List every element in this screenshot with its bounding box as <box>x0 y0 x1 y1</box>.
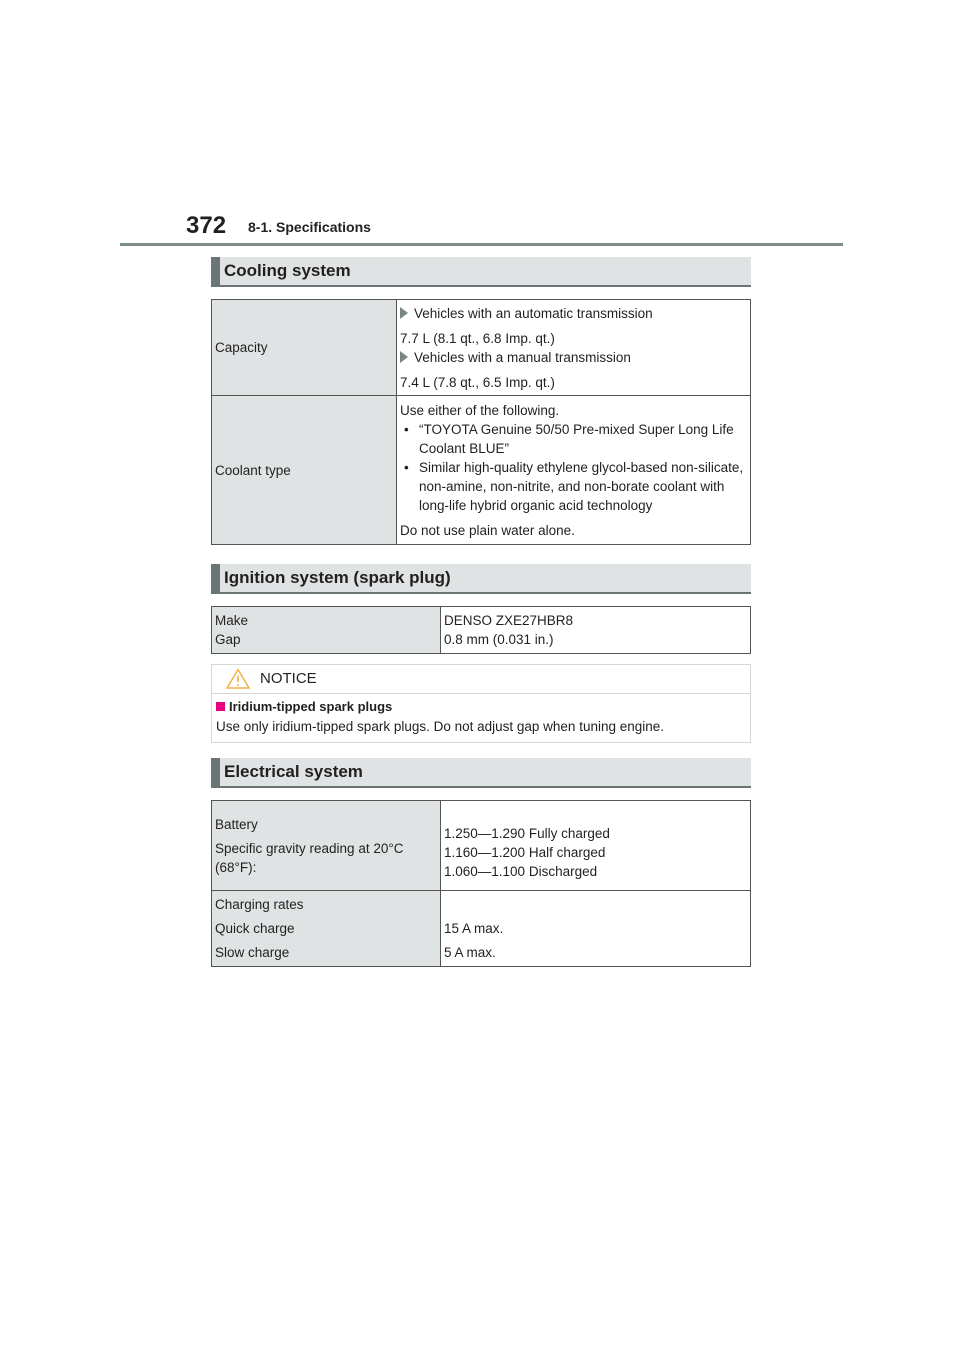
cooling-section-heading <box>211 257 751 287</box>
charging-label: Charging rates <box>215 897 304 912</box>
cooling-section-title: Cooling system <box>224 261 351 280</box>
ignition-section-heading <box>211 564 751 594</box>
list-item: 7.4 L (7.8 qt., 6.5 Imp. qt.) <box>400 374 555 390</box>
notice-header <box>212 665 750 694</box>
ignition-labels <box>212 607 441 654</box>
battery-labels <box>212 801 441 891</box>
coolant-label: Coolant type <box>212 396 397 545</box>
charging-labels <box>212 891 441 967</box>
make-value: DENSO ZXE27HBR8 <box>444 613 574 628</box>
capacity-value <box>397 300 751 396</box>
bullet-icon: • <box>404 459 409 475</box>
triangle-bullet-icon <box>400 307 408 319</box>
notice-box <box>211 664 751 743</box>
battery-values <box>441 801 751 891</box>
table-row <box>212 396 751 545</box>
table-row <box>212 607 751 654</box>
ignition-table <box>211 606 751 654</box>
header-rule <box>120 243 843 246</box>
electrical-table <box>211 800 751 967</box>
charging-values <box>441 891 751 967</box>
coolant-value <box>397 396 751 545</box>
notice-body: Use only iridium-tipped spark plugs. Do not adjust gap when tuning engine. <box>216 719 665 734</box>
chapter-title: 8-1. Specifications <box>248 219 371 235</box>
list-item: Vehicles with an automatic transmission <box>400 304 750 323</box>
gravity-value: 1.250—1.290 Fully charged <box>444 826 610 841</box>
coolant-bullet-list <box>400 420 750 515</box>
list-item: 7.7 L (8.1 qt., 6.8 Imp. qt.) <box>400 330 555 346</box>
slow-charge-label: Slow charge <box>215 945 290 960</box>
ignition-values <box>441 607 751 654</box>
notice-subtitle: Iridium-tipped spark plugs <box>216 699 392 714</box>
battery-label: Battery <box>215 816 258 832</box>
table-row <box>212 801 751 891</box>
bullet-icon: • <box>404 421 409 437</box>
cooling-table <box>211 299 751 545</box>
page-number: 372 <box>186 212 227 239</box>
coolant-intro: Use either of the following. <box>400 402 560 418</box>
warning-icon <box>226 668 250 689</box>
notice-title: NOTICE <box>260 670 317 687</box>
gravity-value: 1.060—1.100 Discharged <box>444 864 598 879</box>
list-item: • “TOYOTA Genuine 50/50 Pre-mixed Super Long Life Coolant BLUE” <box>404 421 734 456</box>
quick-charge-label: Quick charge <box>215 921 295 936</box>
electrical-section-heading <box>211 758 751 788</box>
list-item: • Similar high-quality ethylene glycol-based non-silicate, non-amine, non-nitrite, and non-borate coolant with long-life hybrid organic acid technology <box>404 459 744 513</box>
slow-charge-value: 5 A max. <box>444 945 496 960</box>
coolant-note: Do not use plain water alone. <box>400 522 575 538</box>
gravity-label: Specific gravity reading at 20°C (68°F): <box>215 840 404 875</box>
quick-charge-value: 15 A max. <box>444 921 504 936</box>
gravity-value: 1.160—1.200 Half charged <box>444 845 606 860</box>
make-label: Make <box>215 613 249 628</box>
ignition-section-title: Ignition system (spark plug) <box>224 568 451 587</box>
list-item: Vehicles with a manual transmission <box>400 348 750 367</box>
gap-value: 0.8 mm (0.031 in.) <box>444 632 554 647</box>
table-row <box>212 891 751 967</box>
square-bullet-icon <box>216 702 225 711</box>
gap-label: Gap <box>215 632 241 647</box>
triangle-bullet-icon <box>400 351 408 363</box>
electrical-section-title: Electrical system <box>224 762 363 781</box>
table-row <box>212 300 751 396</box>
capacity-label: Capacity <box>212 300 397 396</box>
